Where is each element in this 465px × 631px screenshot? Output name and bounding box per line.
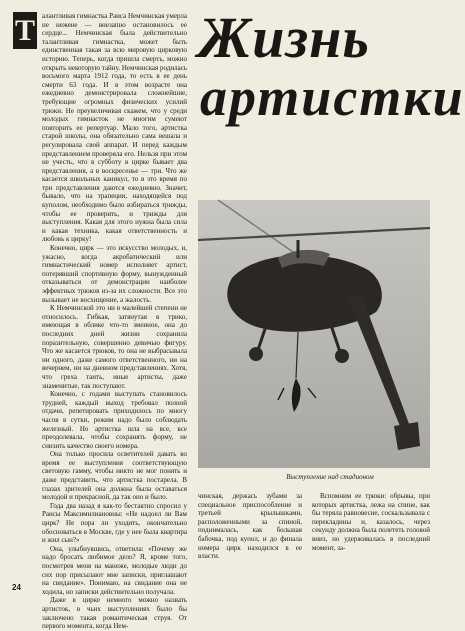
article-paragraph: Конечно, с годами выступать становилось трудней, каждый выход требовал полной отдачи, репетировать приходилось по многу часов в сутки, режим надо было соблюдать железный. Но артистка шла на все, все преодолевала, чтобы сохранять форму, не снизить качество своего номера. [42,390,187,450]
article-headline [198,5,465,127]
article-paragraph: Она только просила осветителей давать во время ее выступления соответствующую световую гамму, чтобы никто не мог понять и даже представить, что артистка постарела. В глазах зрителей она должна была оставаться молодой и прекрасной, да так оно и было. [42,450,187,502]
helicopter-illustration [198,200,430,468]
article-paragraph: Конечно, цирк — это искусство молодых, и, ужасно, когда акробатический или гимнастический номер исполняет артист, потерявший спортивную форму, вынужденный отказываться от демонстрации наиболее эффектных трюков из-за их сложности. Все это вызывает не восхищение, а жалость. [42,244,187,304]
headline-line-1: Жизнь [198,5,370,70]
article-paragraph: К Немчинской это ни в малейшей степени не относилось. Гибкая, затянутая в трико, имеющая в облике что-то змеиное, она до последних дней жизни сохранила поразительную, совершенно девичью фигуру. Что же касается трюков, то она не выбрасывала ни одного, даже самого ответственного, ни на вечернем, ни на дневном представлениях. Хотя, что греха таить, иные артисты, даже знаменитые, так поступают. [42,304,187,390]
article-right-column [312,492,430,552]
helicopter-photo [198,200,430,468]
drop-cap: Т [14,14,35,47]
article-paragraph: Даже в цирке немного можно назвать артисток, в чьих выступлениях было бы заключено такая романтическая струя. От первого момента, когда Нем- [42,596,187,631]
article-paragraph: Она, улыбнувшись, ответила: «Почему же надо бросать любимое дело? Я, кроме того, посмотрев меня на манеже, молодые люди до сих пор присылают мне записки, приглашают на свидание». Понимаю, на свидание она не ходила, но записки действительно получала. [42,544,187,596]
photo-caption: Выступление над стадионом [286,473,374,481]
article-left-column [42,12,187,631]
headline-line-2: артистки [200,67,465,127]
article-paragraph: Вспомним ее трюки: обрывы, при которых артистка, лежа на спине, как бы теряла равновесие, соскальзывала с перекладины и, казалось, через секунду должна была полететь головой вниз, но удерживалась в последний момент, за- [312,492,430,552]
article-middle-column: чинская, держась зубами за специальное приспособление и третьей крылышками, расположенными за спиной, поднималась, как большая бабочка, под купол, и до финала номера цирк находился в ее власти. [198,492,302,561]
article-paragraph: Года два назад я как-то бестактно спросил у Раисы Максимилиановны: «Не надоел ли Вам цирк? Не пора ли уходить, окончательно обосноваться в Москве, где у нее была квартира и жил сын?» [42,501,187,545]
article-paragraph: алантливая гимнастка Раиса Немчинская умерла не нежене — внезапно остановилось ее сердце... Немчинская была действительно талантливая гимнастка, может быть единственная такая за всю мировую цирковую историю. Теперь, когда пришла смерть, можно открыть некоторую тайну. Немчинская родилась восьмого марта 1912 года, то есть в ее день смерти 63 года. И в этом возрасте она ежедневно демонстрировала сложнейшие, требующие огромных физических усилий трюки. Не преувеличивая скажем, что у среди молодых гимнасток не многим сумеют повторить ее репертуар. Мало того, артистка старой школы, она обязательно сама вешала и регулировала свой аппарат. И перед каждым представлением проверяла его. Нельзя при этом не учесть, что в субботу в цирке бывает два представления, а в воскресенье — три. Что же касается школьных каникул, то в это время по три представления даются ежедневно. Значит, бывало, что на трапеции, находящейся под куполом, необходимо было взбираться трижды, чтобы ее проверить, и трижды для выступления. Какая для этого нужна была сила и какая техника, какая ответственность и любовь к цирку! [42,12,187,244]
page-number: 24 [12,583,21,592]
